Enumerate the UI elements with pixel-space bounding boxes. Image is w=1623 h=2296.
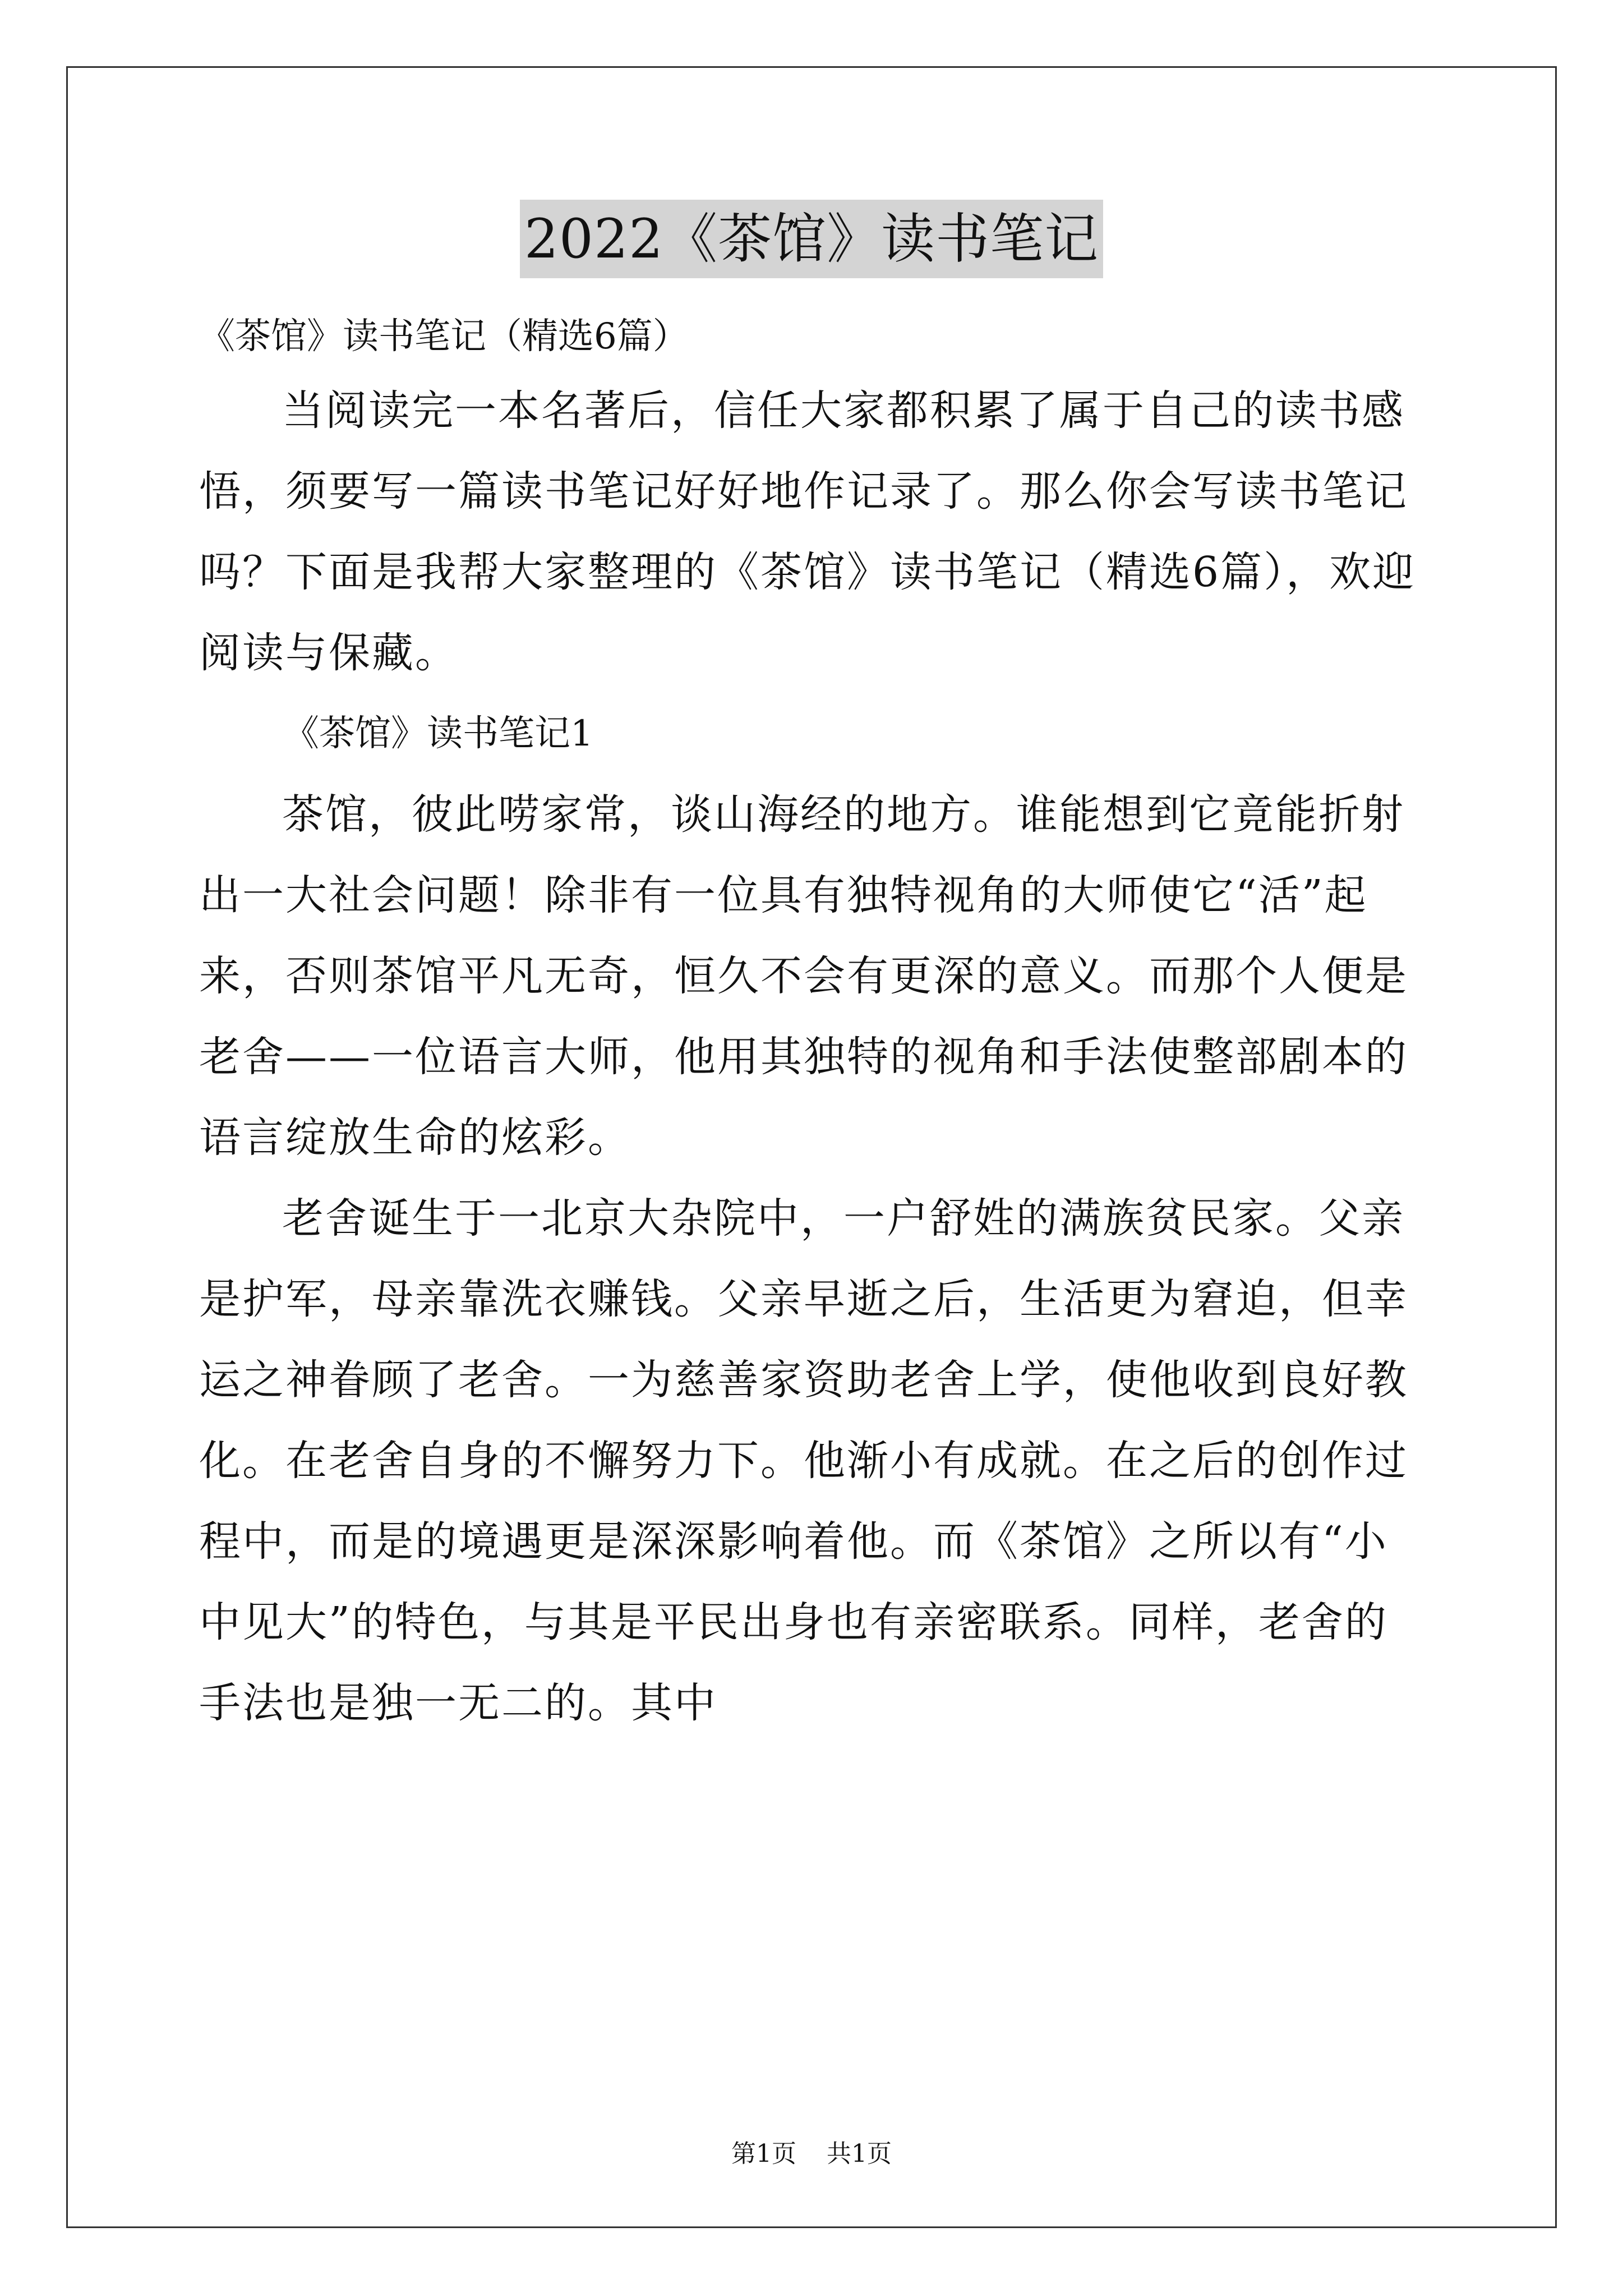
body-paragraph: 茶馆，彼此唠家常，谈山海经的地方。谁能想到它竟能折射出一大社会问题！除非有一位具有独特视角的大师使它“活”起来，否则茶馆平凡无奇，恒久不会有更深的意义。而那个人便是老舍——一位语言大师，他用其独特的视角和手法使整部剧本的语言绽放生命的炫彩。: [199, 790, 1408, 1162]
page-footer: [0, 2137, 1623, 2171]
document-subtitle: 《茶馆》读书笔记（精选6篇）: [199, 316, 689, 357]
document-body: [199, 303, 1430, 1743]
page-number-total: 共1页: [827, 2139, 892, 2168]
intro-paragraph: 当阅读完一本名著后，信任大家都积累了属于自己的读书感悟，须要写一篇读书笔记好好地作记录了。那么你会写读书笔记吗？下面是我帮大家整理的《茶馆》读书笔记（精选6篇），欢迎阅读与保藏。: [199, 386, 1416, 677]
section-heading: 《茶馆》读书笔记1: [283, 713, 593, 754]
body-paragraph: 老舍诞生于一北京大杂院中，一户舒姓的满族贫民家。父亲是护军，母亲靠洗衣赚钱。父亲早逝之后，生活更为窘迫，但幸运之神眷顾了老舍。一为慈善家资助老舍上学，使他收到良好教化。在老舍自身的不懈努力下。他渐小有成就。在之后的创作过程中，而是的境遇更是深深影响着他。而《茶馆》之所以有“小中见大”的特色，与其是平民出身也有亲密联系。同样，老舍的手法也是独一无二的。其中: [199, 1194, 1408, 1727]
title-container: [0, 200, 1623, 278]
page-number-current: 第1页: [731, 2139, 796, 2168]
document-title: 2022《茶馆》读书笔记: [520, 200, 1103, 278]
